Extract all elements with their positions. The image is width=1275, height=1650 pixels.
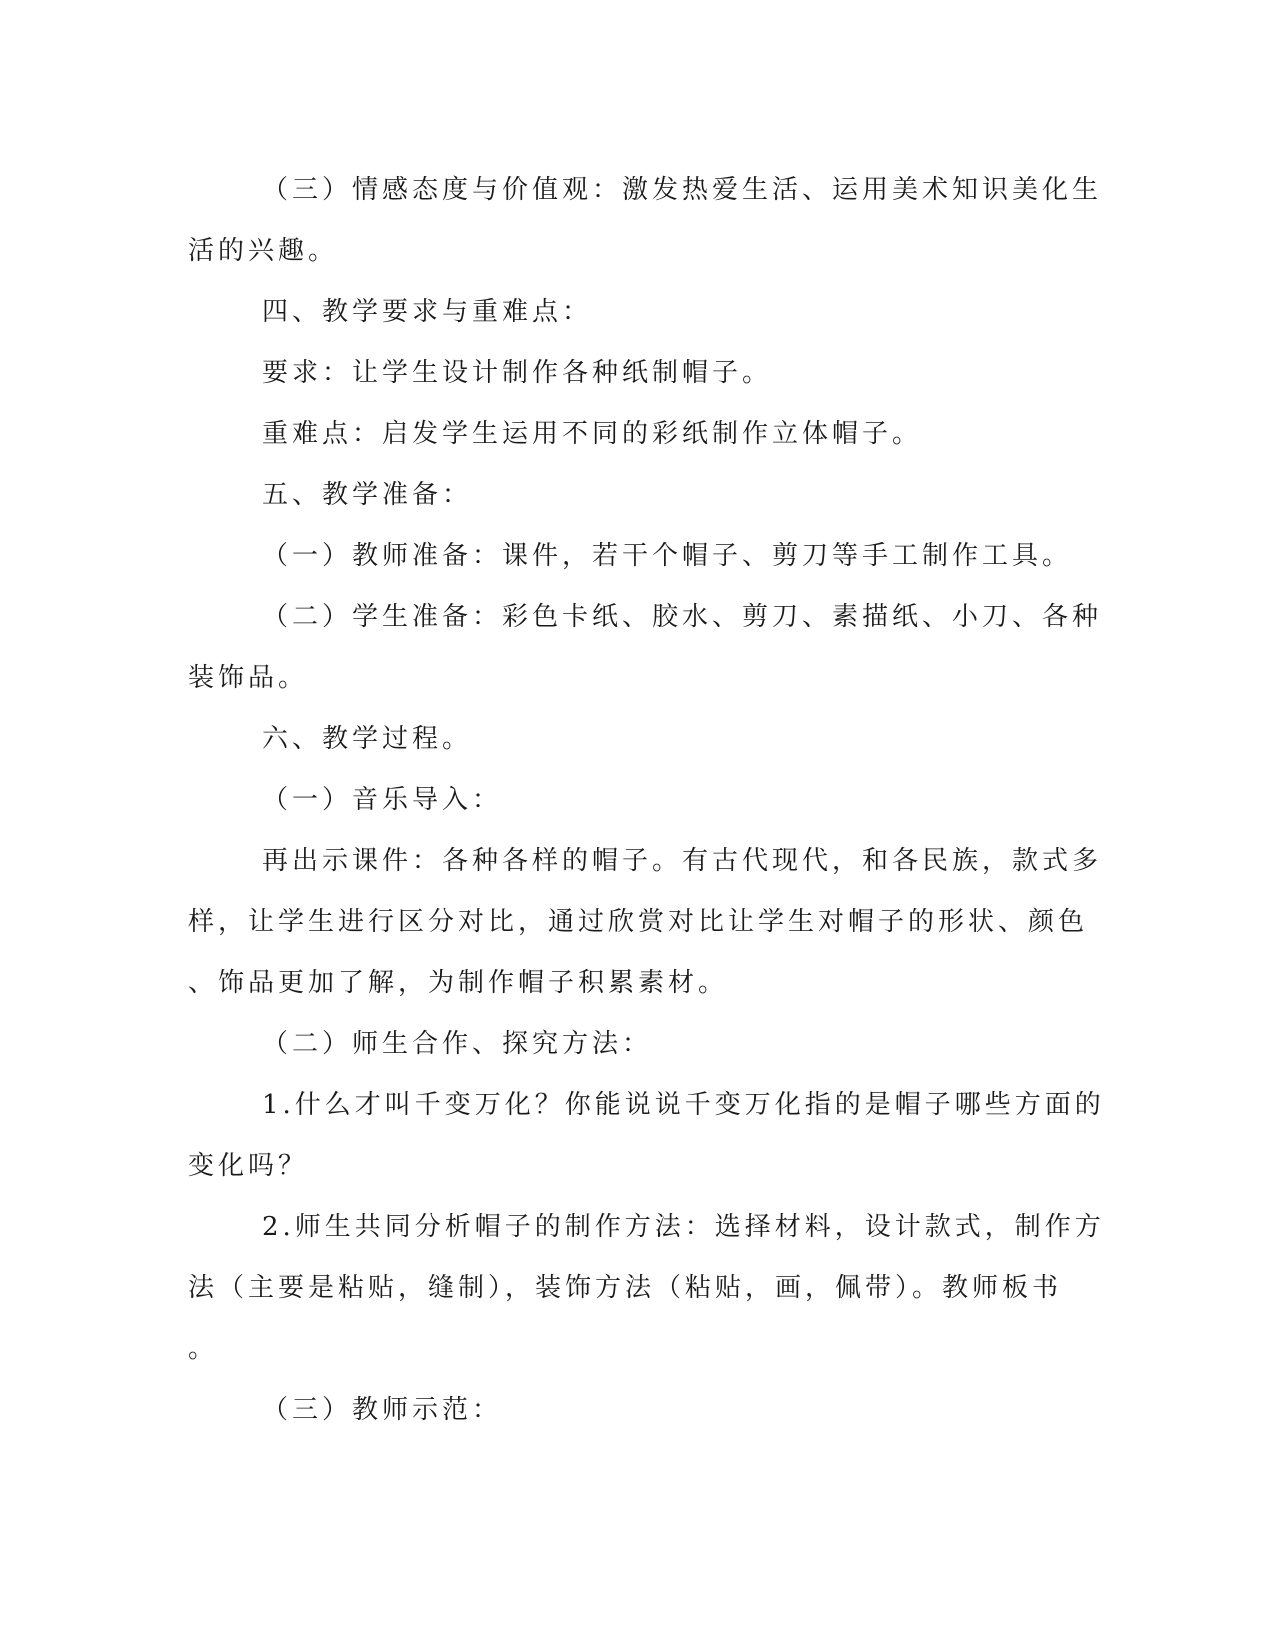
paragraph-line: 2.师生共同分析帽子的制作方法：选择材料，设计款式，制作方 bbox=[262, 1212, 1105, 1242]
paragraph-line: （一）教师准备：课件，若干个帽子、剪刀等手工制作工具。 bbox=[262, 541, 1073, 571]
section-heading: 五、教学准备： bbox=[262, 480, 473, 510]
paragraph-line: 、饰品更加了解，为制作帽子积累素材。 bbox=[188, 968, 729, 998]
document-body bbox=[188, 160, 1105, 1441]
section-heading: 六、教学过程。 bbox=[262, 724, 473, 754]
subsection-heading: （三）教师示范： bbox=[262, 1395, 503, 1425]
paragraph-line: 。 bbox=[188, 1334, 219, 1364]
section-heading: 四、教学要求与重难点： bbox=[262, 297, 593, 327]
paragraph-line: （二）学生准备：彩色卡纸、胶水、剪刀、素描纸、小刀、各种 bbox=[262, 602, 1103, 632]
paragraph-line: 要求：让学生设计制作各种纸制帽子。 bbox=[262, 358, 773, 388]
paragraph-line: 再出示课件：各种各样的帽子。有古代现代，和各民族，款式多 bbox=[262, 846, 1103, 876]
paragraph-line: 活的兴趣。 bbox=[188, 236, 339, 266]
paragraph-line: 法（主要是粘贴，缝制），装饰方法（粘贴，画，佩带）。教师板书 bbox=[188, 1273, 1063, 1303]
paragraph-line: （三）情感态度与价值观：激发热爱生活、运用美术知识美化生 bbox=[262, 175, 1103, 205]
paragraph-line: 1.什么才叫千变万化？你能说说千变万化指的是帽子哪些方面的 bbox=[262, 1090, 1105, 1120]
paragraph-line: 装饰品。 bbox=[188, 663, 309, 693]
paragraph-line: 变化吗？ bbox=[188, 1151, 309, 1181]
paragraph-line: 样，让学生进行区分对比，通过欣赏对比让学生对帽子的形状、颜色 bbox=[188, 907, 1089, 937]
subsection-heading: （二）师生合作、探究方法： bbox=[262, 1029, 653, 1059]
subsection-heading: （一）音乐导入： bbox=[262, 785, 503, 815]
paragraph-line: 重难点：启发学生运用不同的彩纸制作立体帽子。 bbox=[262, 419, 923, 449]
